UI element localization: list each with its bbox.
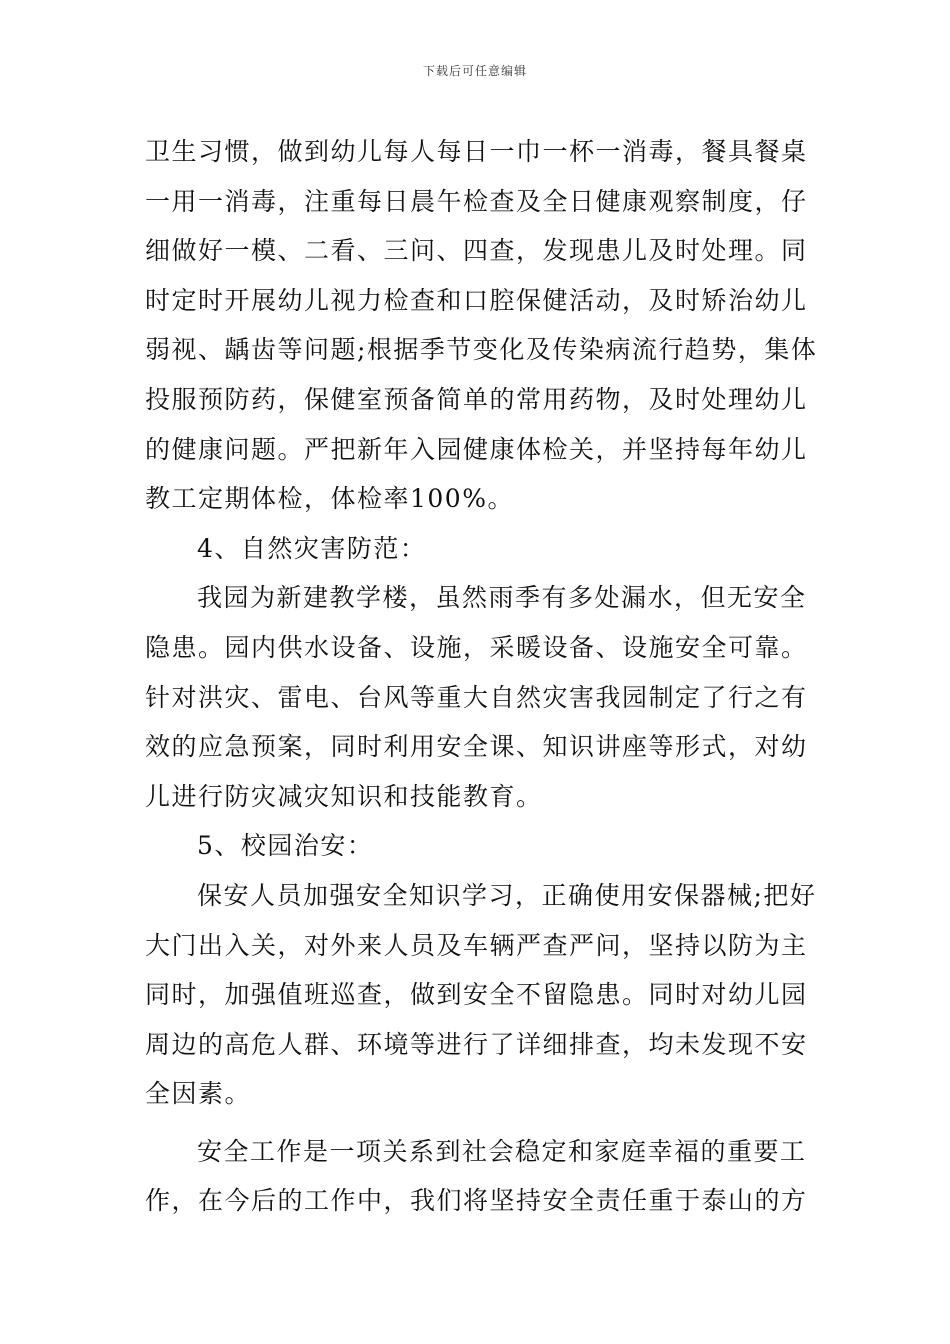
text-line: 隐患。园内供水设备、设施，采暖设备、设施安全可靠。 [145, 632, 808, 662]
text-line: 同时，加强值班巡查，做到安全不留隐患。同时对幼儿园 [145, 980, 808, 1010]
section-heading-campus-security: 5、校园治安： [197, 831, 374, 861]
text-line: 周边的高危人群、环境等进行了详细排查，均未发现不安 [145, 1029, 808, 1059]
page-header: 下载后可任意编辑 [422, 64, 527, 78]
text-line: 一用一消毒，注重每日晨午检查及全日健康观察制度，仔 [145, 186, 808, 216]
text-line: 投服预防药，保健室预备简单的常用药物，及时处理幼儿 [145, 384, 808, 414]
text-line: 保安人员加强安全知识学习，正确使用安保器械;把好 [197, 880, 817, 910]
document-body [145, 127, 818, 1226]
text-line: 细做好一模、二看、三问、四查，发现患儿及时处理。同 [145, 236, 808, 266]
text-line: 弱视、龋齿等问题;根据季节变化及传染病流行趋势，集体 [145, 335, 818, 365]
section-heading-natural-disaster: 4、自然灾害防范： [197, 533, 427, 563]
text-line: 作，在今后的工作中，我们将坚持安全责任重于泰山的方 [145, 1186, 808, 1216]
text-line: 的健康问题。严把新年入园健康体检关，并坚持每年幼儿 [145, 434, 808, 464]
text-line: 时定时开展幼儿视力检查和口腔保健活动，及时矫治幼儿 [145, 285, 808, 315]
text-line: 效的应急预案，同时利用安全课、知识讲座等形式，对幼 [145, 732, 808, 762]
text-line: 我园为新建教学楼，虽然雨季有多处漏水，但无安全 [197, 583, 807, 613]
text-line: 大门出入关，对外来人员及车辆严查严问，坚持以防为主 [145, 930, 808, 960]
text-line: 教工定期体检，体检率100%。 [145, 484, 514, 514]
text-line: 儿进行防灾减灾知识和技能教育。 [145, 781, 543, 811]
paragraph-gap [145, 1119, 810, 1127]
text-line: 全因素。 [145, 1079, 252, 1109]
text-line: 卫生习惯，做到幼儿每人每日一巾一杯一消毒，餐具餐桌 [145, 137, 808, 166]
text-line: 针对洪灾、雷电、台风等重大自然灾害我园制定了行之有 [145, 682, 808, 712]
text-line: 安全工作是一项关系到社会稳定和家庭幸福的重要工 [197, 1136, 807, 1166]
